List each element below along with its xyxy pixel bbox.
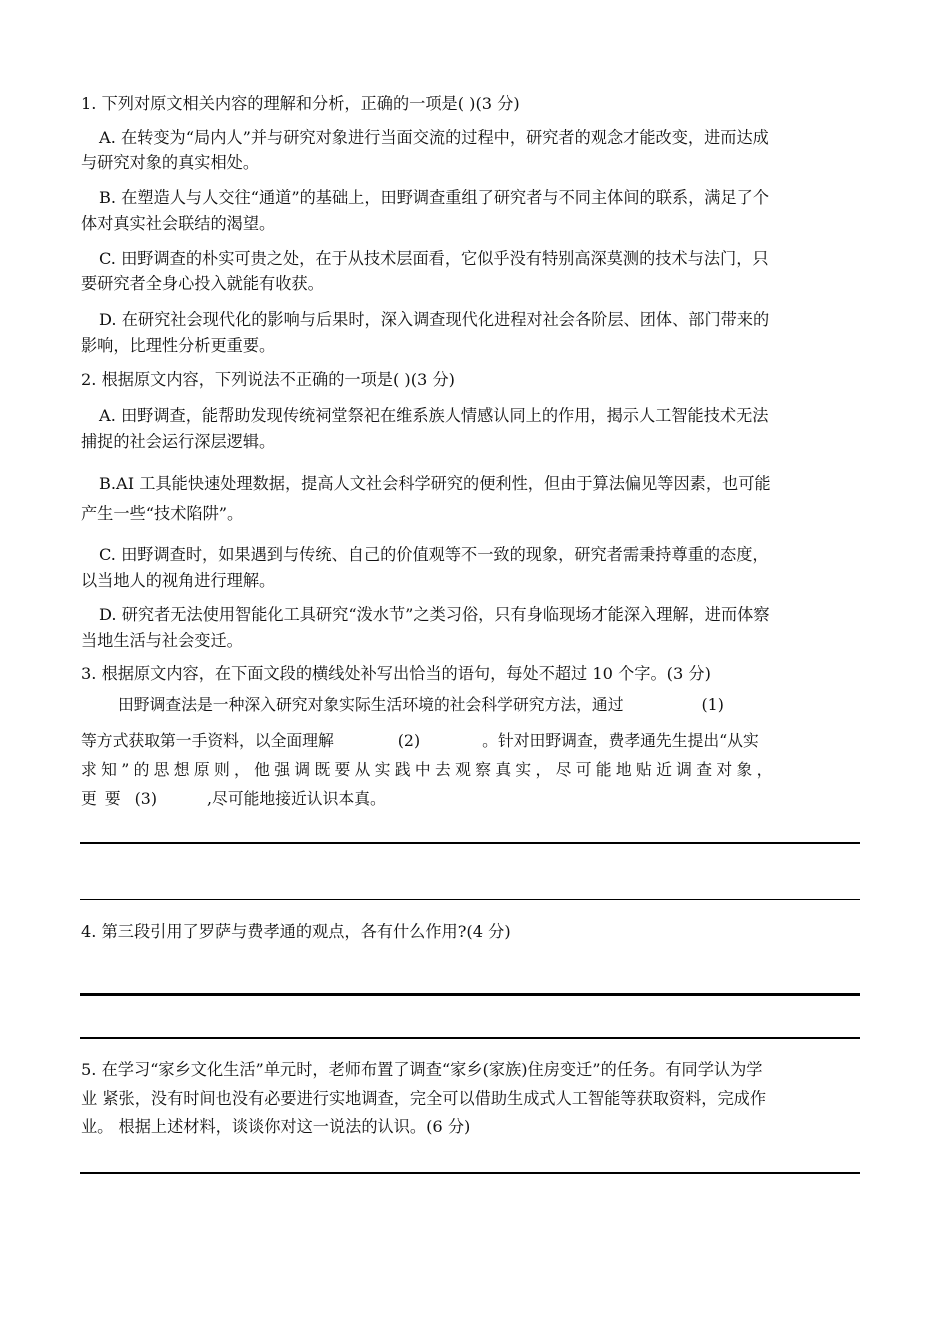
q2-option-b-line2: 产生一些“技术陷阱”。 <box>81 504 244 523</box>
q1-option-b-line2: 体对真实社会联结的渴望。 <box>81 214 276 233</box>
question-3-stem: 3. 根据原文内容，在下面文段的横线处补写出恰当的语句，每处不超过 10 个字。(3 分) <box>81 664 711 683</box>
answer-line-q3-2[interactable] <box>80 899 860 900</box>
q3-passage-line2 <box>81 731 759 751</box>
q3-passage-line1 <box>118 695 724 715</box>
q1-option-d-line2: 影响，比理性分析更重要。 <box>81 336 276 355</box>
q3-passage-text-2b: 。针对田野调查，费孝通先生提出“从实 <box>482 731 759 750</box>
q2-option-a-line1: A. 田野调查，能帮助发现传统祠堂祭祀在维系族人情感认同上的作用，揭示人工智能技术无法 <box>99 406 769 425</box>
question-5-line3: 业。 根据上述材料，谈谈你对这一说法的认识。(6 分) <box>81 1117 471 1136</box>
answer-line-q4-1[interactable] <box>80 993 860 996</box>
q3-passage-text-4a: 更要 <box>81 789 129 808</box>
q2-option-d-line2: 当地生活与社会变迁。 <box>81 631 243 650</box>
question-5-line1: 5. 在学习“家乡文化生活”单元时，老师布置了调查“家乡(家族)住房变迁”的任务。有同学认为学 <box>81 1060 763 1079</box>
q3-blank-2-label: (2) <box>397 731 421 750</box>
q3-passage-text-2a: 等方式获取第一手资料，以全面理解 <box>81 731 334 750</box>
question-2-stem: 2. 根据原文内容，下列说法不正确的一项是( )(3 分) <box>81 370 456 389</box>
answer-line-q5-1[interactable] <box>80 1172 860 1174</box>
q3-blank-3-label: (3) <box>134 789 157 808</box>
q3-passage-line4 <box>81 789 386 809</box>
q2-option-d-line1: D. 研究者无法使用智能化工具研究“泼水节”之类习俗，只有身临现场才能深入理解，进而体察 <box>99 605 770 624</box>
q3-passage-text-3: 求知”的思想原则，他强调既要从实践中去观察真实，尽可能地贴近调查对象， <box>81 760 777 779</box>
q1-option-c-line1: C. 田野调查的朴实可贵之处，在于从技术层面看，它似乎没有特别高深莫测的技术与法门，只 <box>99 249 769 268</box>
answer-line-q4-2[interactable] <box>80 1037 860 1039</box>
q2-option-a-line2: 捕捉的社会运行深层逻辑。 <box>81 432 276 451</box>
question-4-stem: 4. 第三段引用了罗萨与费孝通的观点，各有什么作用?(4 分) <box>81 922 511 941</box>
q1-option-a-line1: A. 在转变为“局内人”并与研究对象进行当面交流的过程中，研究者的观念才能改变，进而达成 <box>99 128 769 147</box>
q1-option-c-line2: 要研究者全身心投入就能有收获。 <box>81 274 324 293</box>
q3-passage-line3 <box>81 760 777 780</box>
q3-passage-text-4b: ,尽可能地接近认识本真。 <box>207 789 386 808</box>
q2-option-b-line1: B.AI 工具能快速处理数据，提高人文社会科学研究的便利性，但由于算法偏见等因素，也可能 <box>99 474 771 493</box>
q1-option-d-line1: D. 在研究社会现代化的影响与后果时，深入调查现代化进程对社会各阶层、团体、部门带来的 <box>99 310 770 329</box>
q2-option-c-line1: C. 田野调查时，如果遇到与传统、自己的价值观等不一致的现象，研究者需秉持尊重的态度， <box>99 545 769 564</box>
q1-option-b-line1: B. 在塑造人与人交往“通道”的基础上，田野调查重组了研究者与不同主体间的联系，满足了个 <box>99 188 770 207</box>
answer-line-q3-1[interactable] <box>80 842 860 844</box>
question-1-stem: 1. 下列对原文相关内容的理解和分析，正确的一项是( )(3 分) <box>81 94 520 113</box>
q3-blank-1-label: (1) <box>701 695 724 714</box>
q1-option-a-line2: 与研究对象的真实相处。 <box>81 153 260 172</box>
q2-option-c-line2: 以当地人的视角进行理解。 <box>81 571 276 590</box>
q3-passage-text-1: 田野调查法是一种深入研究对象实际生活环境的社会科学研究方法，通过 <box>118 695 624 714</box>
question-5-line2: 业 紧张，没有时间也没有必要进行实地调查，完全可以借助生成式人工智能等获取资料，完成作 <box>81 1089 767 1108</box>
